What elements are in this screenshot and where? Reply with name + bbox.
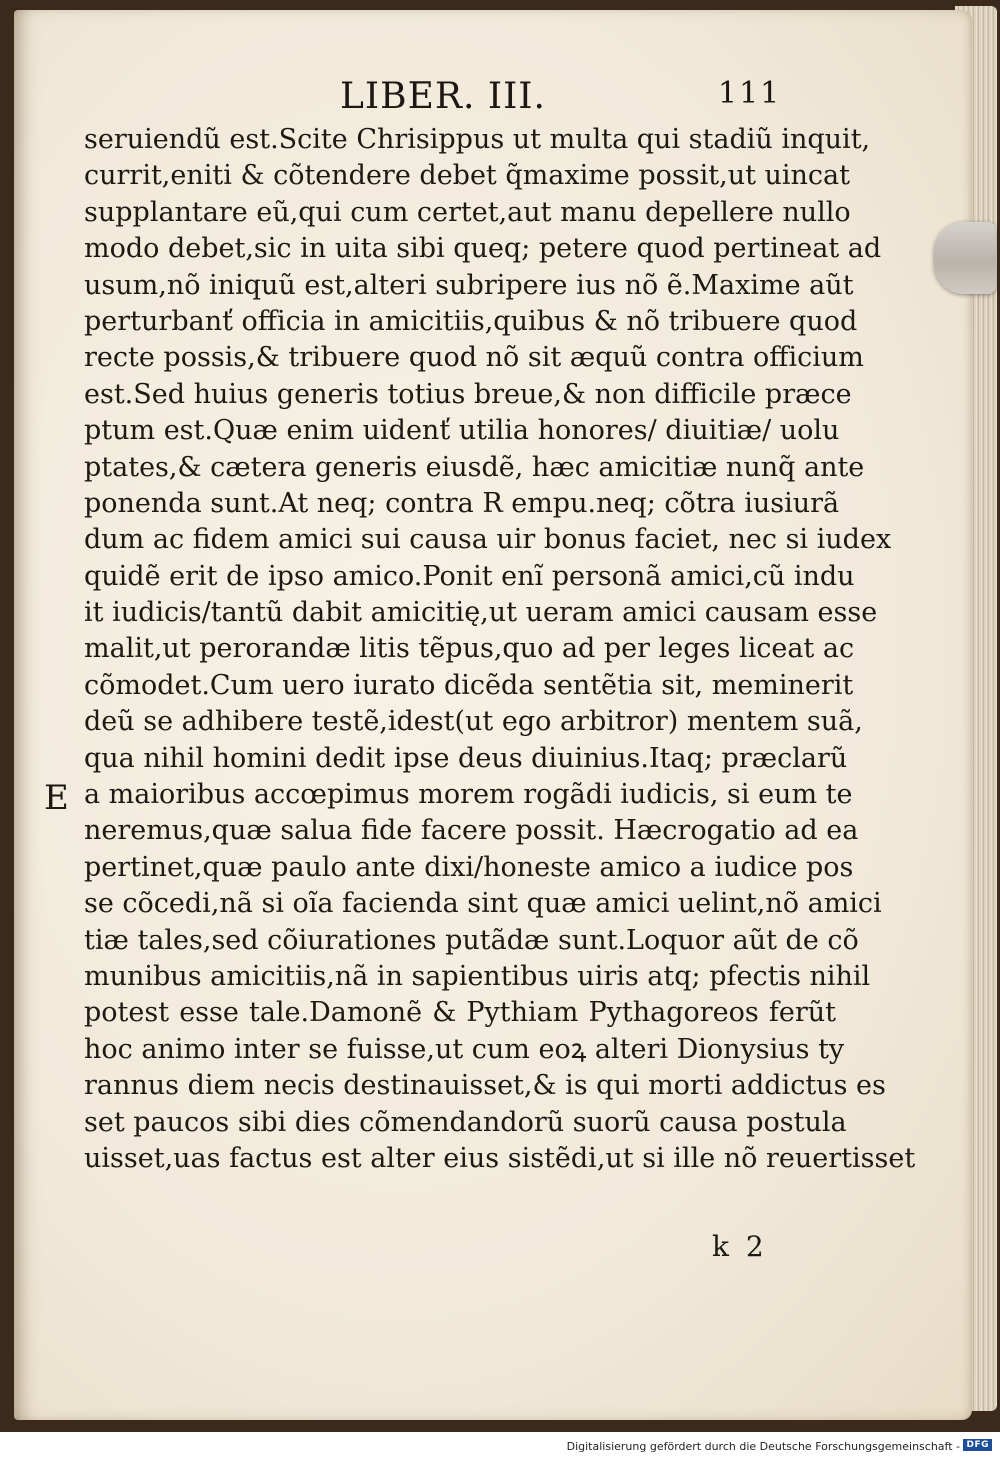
text-line: ponenda sunt.At neq; contra R empu.neq; cõtra iusiurã: [84, 487, 840, 519]
text-line: potest esse tale.Damonẽ & Pythiam Pythagoreos ferũt: [84, 997, 836, 1029]
text-line: uisset,uas factus est alter eius sistẽdi,ut si ille nõ reuertisset: [84, 1142, 916, 1174]
text-line: perturbanť officia in amicitiis,quibus & nõ tribuere quod: [84, 305, 858, 337]
text-line: cõmodet.Cum uero iurato dicẽda sentẽtia sit, meminerit: [84, 669, 854, 701]
text-line: ptum est.Quæ enim uidenť utilia honores/ diuitiæ/ uolu: [84, 415, 840, 447]
text-line: dum ac fidem amici sui causa uir bonus faciet, nec si iudex: [84, 524, 892, 556]
text-block: [84, 122, 916, 1177]
text-line: munibus amicitiis,nã in sapientibus uiris atq; pfectis nihil: [84, 960, 871, 992]
text-line: se cõcedi,nã si oĩa facienda sint quæ amici uelint,nõ amici: [84, 888, 882, 920]
text-line: ptates,& cætera generis eiusdẽ, hæc amicitiæ nunq̃ ante: [84, 451, 865, 483]
text-line: a maioribus accœpimus morem rogãdi iudicis, si eum te: [84, 779, 853, 811]
text-line: malit,ut perorandæ litis tẽpus,quo ad per leges liceat ac: [84, 633, 855, 665]
text-line: modo debet,sic in uita sibi queq; petere quod pertineat ad: [84, 233, 882, 265]
text-line: qua nihil homini dedit ipse deus diuinius.Itaq; præclarũ: [84, 742, 848, 774]
text-line: est.Sed huius generis totius breue,& non difficile præce: [84, 378, 852, 410]
dfg-logo: DFG: [963, 1439, 992, 1451]
marginal-letter: E: [44, 778, 69, 818]
text-line: tiæ tales,sed cõiurationes putãdæ sunt.Loquor aũt de cõ: [84, 924, 859, 956]
text-line: usum,nõ iniquũ est,alteri subripere ius nõ ẽ.Maxime aũt: [84, 269, 854, 301]
text-line: hoc animo inter se fuisse,ut cum eoꝝ alteri Dionysius ty: [84, 1033, 845, 1065]
text-line: rannus diem necis destinauisset,& is qui morti addictus es: [84, 1070, 886, 1102]
text-line: pertinet,quæ paulo ante dixi/honeste amico a iudice pos: [84, 851, 854, 883]
text-line: seruiendũ est.Scite Chrisippus ut multa qui stadiũ inquit,: [84, 124, 871, 155]
text-line: it iudicis/tantũ dabit amicitię,ut ueram amici causam esse: [84, 597, 878, 629]
text-line: set paucos sibi dies cõmendandorũ suorũ causa postula: [84, 1106, 847, 1138]
text-line: supplantare eũ,qui cum certet,aut manu depellere nullo: [84, 196, 851, 228]
page-number: 111: [718, 76, 782, 111]
text-line: recte possis,& tribuere quod nõ sit æquũ contra officium: [84, 342, 864, 374]
signature-mark: k 2: [712, 1230, 768, 1263]
running-head: LIBER. III.: [340, 76, 546, 117]
text-line: deũ se adhibere testẽ,idest(ut ego arbitror) mentem suã,: [84, 706, 863, 738]
text-line: currit,eniti & cõtendere debet q̃maxime possit,ut uincat: [84, 160, 850, 192]
page-clip: [934, 222, 996, 294]
footer-bar: [0, 1432, 1000, 1459]
text-line: quidẽ erit de ipso amico.Ponit enĩ personã amici,cũ indu: [84, 560, 855, 592]
text-line: neremus,quæ salua fide facere possit. Hæcrogatio ad ea: [84, 815, 859, 847]
funding-credit: Digitalisierung gefördert durch die Deutsche Forschungsgemeinschaft -: [566, 1440, 960, 1453]
